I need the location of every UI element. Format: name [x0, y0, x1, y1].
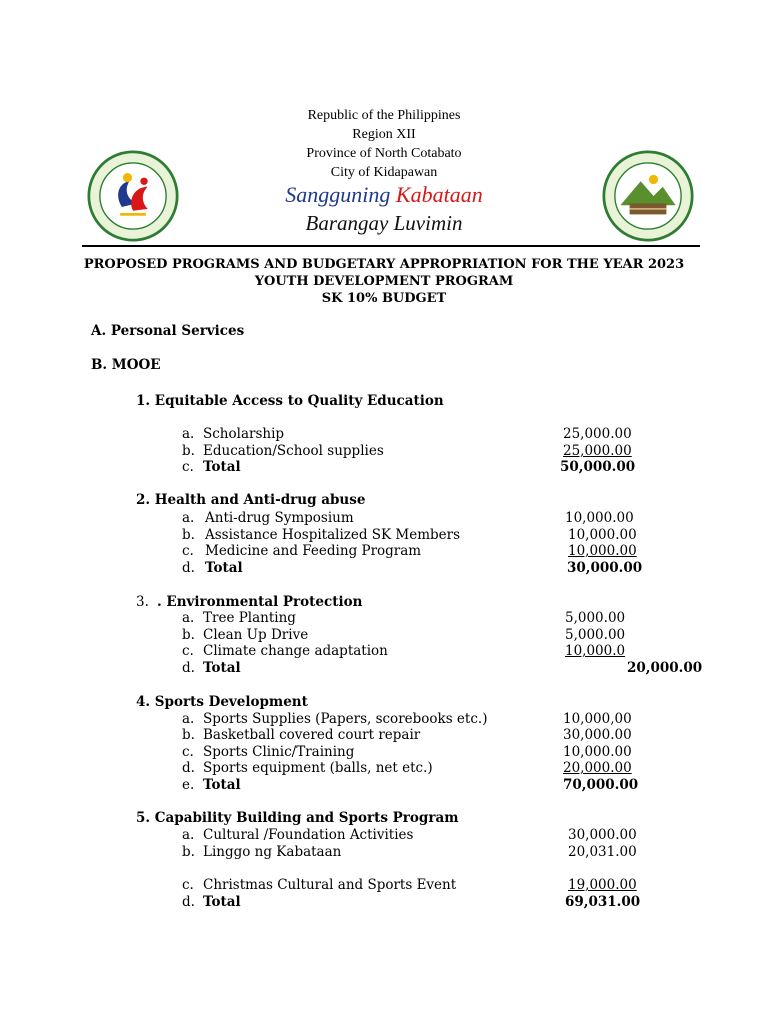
item-label: Basketball covered court repair: [203, 727, 421, 743]
item-letter: d.: [182, 660, 195, 676]
program-heading: 1. Equitable Access to Quality Education: [136, 393, 444, 409]
item-letter: b.: [182, 627, 195, 643]
doc-title-line3: SK 10% BUDGET: [321, 291, 447, 306]
item-amount-total: 30,000.00: [567, 560, 643, 576]
item-letter: a.: [182, 711, 195, 727]
item-label: Medicine and Feeding Program: [205, 543, 422, 559]
item-amount: 10,000.00: [563, 744, 632, 760]
header-province: Province of North Cotabato: [306, 146, 462, 161]
item-label-total: Total: [205, 560, 243, 576]
item-amount-total: 50,000.00: [560, 459, 636, 475]
program-heading: . Environmental Protection: [157, 594, 363, 610]
item-letter: b.: [182, 727, 195, 743]
header-republic: Republic of the Philippines: [307, 108, 461, 123]
item-amount: 19,000.00: [568, 877, 637, 893]
item-letter: a.: [182, 426, 195, 442]
program-heading: 4. Sports Development: [136, 694, 308, 710]
item-amount: 25,000.00: [563, 443, 632, 459]
doc-title-line2: YOUTH DEVELOPMENT PROGRAM: [254, 274, 514, 289]
program-heading: 5. Capability Building and Sports Program: [136, 810, 459, 826]
item-amount-total: 69,031.00: [565, 894, 641, 910]
item-letter: c.: [182, 543, 194, 559]
item-amount-total: 70,000.00: [563, 777, 639, 793]
item-label: Christmas Cultural and Sports Event: [203, 877, 457, 893]
item-letter: b.: [182, 844, 195, 860]
item-amount: 20,000.00: [563, 760, 632, 776]
item-label: Climate change adaptation: [203, 643, 388, 659]
item-label: Sports Clinic/Training: [203, 744, 355, 760]
sk-title: [0, 182, 768, 208]
item-letter: d.: [182, 560, 195, 576]
item-label: Sports equipment (balls, net etc.): [203, 760, 433, 776]
section-personal-services: A. Personal Services: [91, 323, 245, 339]
item-letter: a.: [182, 610, 195, 626]
program-number: 3.: [136, 594, 149, 610]
doc-title-line1: PROPOSED PROGRAMS AND BUDGETARY APPROPRIATION FOR THE YEAR 2023: [83, 257, 685, 272]
item-amount: 10,000.00: [565, 510, 634, 526]
item-letter: d.: [182, 760, 195, 776]
item-letter: c.: [182, 643, 194, 659]
item-letter: c.: [182, 459, 194, 475]
item-letter: a.: [182, 827, 195, 843]
item-label: Sports Supplies (Papers, scorebooks etc.): [203, 711, 488, 727]
item-amount: 10,000.00: [568, 527, 637, 543]
header-divider: [82, 245, 700, 247]
item-amount: 25,000.00: [563, 426, 632, 442]
item-label-total: Total: [203, 459, 241, 475]
sk-title-word1: Sangguning: [285, 182, 391, 207]
item-amount: 10,000.00: [568, 543, 637, 559]
item-letter: e.: [182, 777, 195, 793]
program-heading: 2. Health and Anti-drug abuse: [136, 492, 366, 508]
item-letter: b.: [182, 527, 195, 543]
item-letter: c.: [182, 744, 194, 760]
item-amount: 5,000.00: [565, 627, 626, 643]
item-letter: d.: [182, 894, 195, 910]
item-amount: 10,000.0: [565, 643, 626, 659]
item-label: Education/School supplies: [203, 443, 384, 459]
item-letter: b.: [182, 443, 195, 459]
item-label-total: Total: [203, 660, 241, 676]
item-amount: 30,000.00: [568, 827, 637, 843]
header-city: City of Kidapawan: [330, 165, 438, 180]
item-label: Linggo ng Kabataan: [203, 844, 342, 860]
item-label: Scholarship: [203, 426, 285, 442]
item-amount: 10,000,00: [563, 711, 632, 727]
item-label: Tree Planting: [203, 610, 296, 626]
item-amount: 20,031.00: [568, 844, 637, 860]
header-region: Region XII: [352, 127, 416, 142]
sk-title-word2: Kabataan: [395, 182, 483, 207]
item-letter: a.: [182, 510, 195, 526]
item-amount: 30,000.00: [563, 727, 632, 743]
section-mooe: B. MOOE: [91, 357, 161, 373]
item-letter: c.: [182, 877, 194, 893]
item-label: Clean Up Drive: [203, 627, 309, 643]
barangay-name: Barangay Luvimin: [305, 211, 463, 235]
item-amount: 5,000.00: [565, 610, 626, 626]
item-label: Cultural /Foundation Activities: [203, 827, 414, 843]
item-label-total: Total: [203, 777, 241, 793]
item-label-total: Total: [203, 894, 241, 910]
item-label: Anti-drug Symposium: [205, 510, 354, 526]
item-amount-total: 20,000.00: [627, 660, 703, 676]
item-label: Assistance Hospitalized SK Members: [205, 527, 461, 543]
